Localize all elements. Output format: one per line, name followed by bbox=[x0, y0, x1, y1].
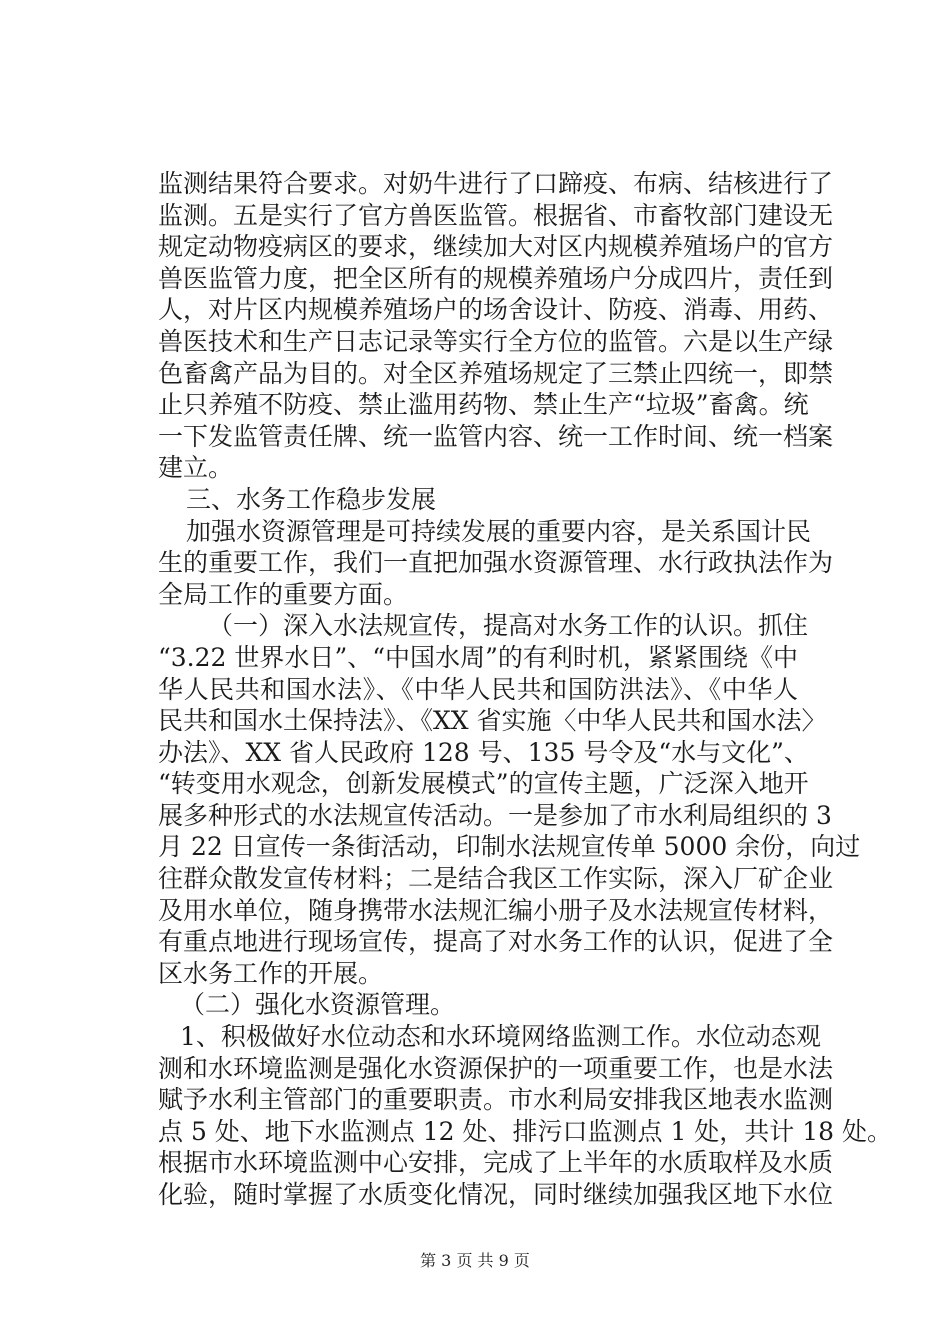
text-line: 监测。五是实行了官方兽医监管。根据省、市畜牧部门建设无 bbox=[158, 200, 834, 230]
text-line: “3.22 世界水日”、“中国水周”的有利时机，紧紧围绕《中 bbox=[158, 642, 798, 672]
text-line: 加强水资源管理是可持续发展的重要内容，是关系国计民 bbox=[186, 516, 812, 546]
text-line: 测和水环境监测是强化水资源保护的一项重要工作，也是水法 bbox=[158, 1053, 834, 1083]
text-line: 全局工作的重要方面。 bbox=[158, 579, 409, 609]
text-line: 华人民共和国水法》、《中华人民共和国防洪法》、《中华人 bbox=[158, 674, 798, 704]
text-line: 化验，随时掌握了水质变化情况，同时继续加强我区地下水位 bbox=[158, 1180, 834, 1209]
text-line: 办法》、XX 省人民政府 128 号、135 号令及“水与文化”、 bbox=[158, 737, 809, 767]
text-line: 色畜禽产品为目的。对全区养殖场规定了三禁止四统一，即禁 bbox=[158, 358, 834, 388]
text-line: 一下发监管责任牌、统一监管内容、统一工作时间、统一档案 bbox=[158, 421, 834, 451]
text-line: 月 22 日宣传一条街活动，印制水法规宣传单 5000 余份，向过 bbox=[158, 832, 861, 862]
text-line: 根据市水环境监测中心安排，完成了上半年的水质取样及水质 bbox=[158, 1148, 834, 1178]
text-line: 规定动物疫病区的要求，继续加大对区内规模养殖场户的官方 bbox=[158, 232, 834, 262]
subsection-heading: （二）强化水资源管理。 bbox=[180, 990, 456, 1020]
text-line: 展多种形式的水法规宣传活动。一是参加了市水利局组织的 3 bbox=[158, 800, 832, 830]
text-line: 兽医技术和生产日志记录等实行全方位的监管。六是以生产绿 bbox=[158, 326, 834, 356]
text-line: 点 5 处、地下水监测点 12 处、排污口监测点 1 处，共计 18 处。 bbox=[158, 1116, 893, 1146]
text-line: 及用水单位，随身携带水法规汇编小册子及水法规宣传材料， bbox=[158, 895, 834, 925]
text-line: 监测结果符合要求。对奶牛进行了口蹄疫、布病、结核进行了 bbox=[158, 169, 834, 198]
text-line: 区水务工作的开展。 bbox=[158, 958, 384, 988]
page-footer: 第 3 页 共 9 页 bbox=[420, 1251, 530, 1270]
text-line: 往群众散发宣传材料；二是结合我区工作实际，深入厂矿企业 bbox=[158, 864, 834, 894]
subsection-heading: （一）深入水法规宣传，提高对水务工作的认识。抓住 bbox=[208, 611, 809, 641]
text-line: 建立。 bbox=[158, 453, 234, 483]
text-line: 有重点地进行现场宣传，提高了对水务工作的认识，促进了全 bbox=[158, 927, 834, 957]
text-line: 止只养殖不防疫、禁止滥用药物、禁止生产“垃圾”畜禽。统 bbox=[158, 390, 809, 420]
section-heading: 三、水务工作稳步发展 bbox=[186, 484, 437, 514]
text-line: 赋予水利主管部门的重要职责。市水利局安排我区地表水监测 bbox=[158, 1085, 834, 1115]
text-line: 兽医监管力度，把全区所有的规模养殖场户分成四片，责任到 bbox=[158, 263, 834, 293]
text-line: 1、积极做好水位动态和水环境网络监测工作。水位动态观 bbox=[180, 1022, 821, 1052]
text-line: 生的重要工作，我们一直把加强水资源管理、水行政执法作为 bbox=[158, 548, 834, 578]
text-line: “转变用水观念，创新发展模式”的宣传主题，广泛深入地开 bbox=[158, 769, 809, 799]
document-body bbox=[158, 168, 893, 1211]
text-line: 民共和国水土保持法》、《XX 省实施〈中华人民共和国水法〉 bbox=[158, 706, 827, 736]
text-line: 人，对片区内规模养殖场户的场舍设计、防疫、消毒、用药、 bbox=[158, 295, 834, 325]
